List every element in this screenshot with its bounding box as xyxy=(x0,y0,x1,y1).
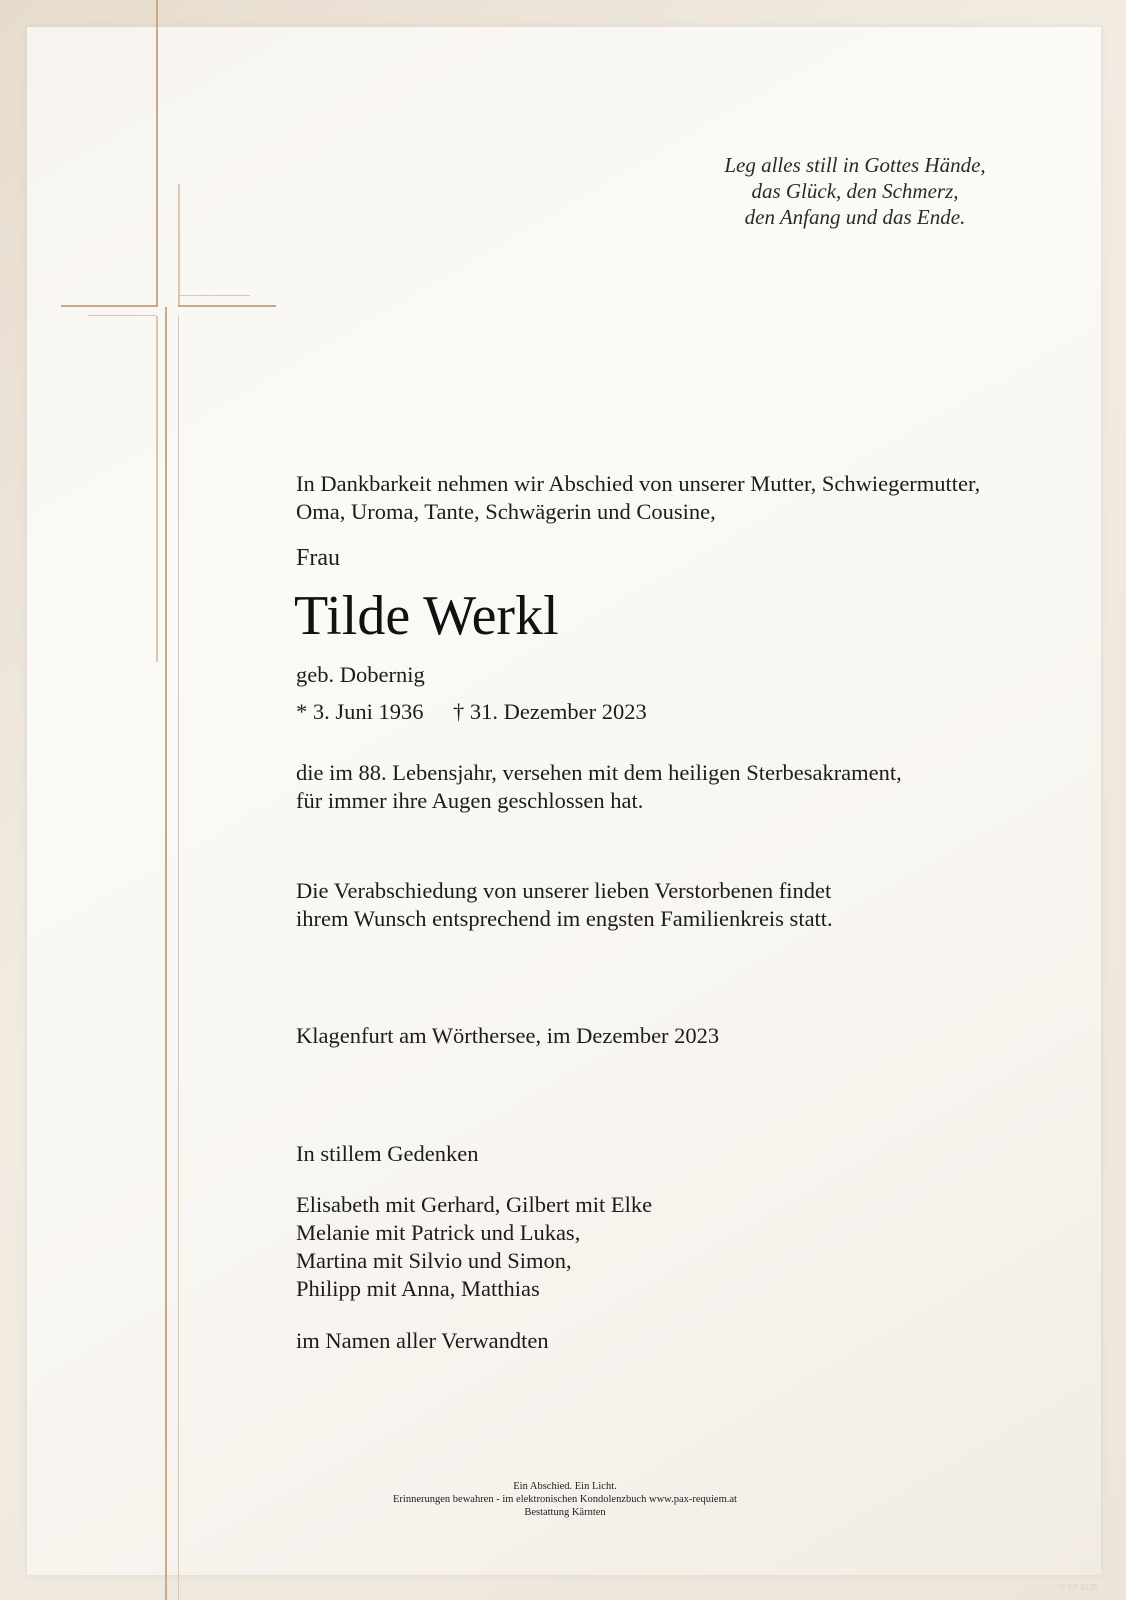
intro-line: In Dankbarkeit nehmen wir Abschied von unserer Mutter, Schwiegermutter, xyxy=(296,471,981,496)
birth-date: * 3. Juni 1936 xyxy=(296,699,424,724)
poem-line: das Glück, den Schmerz, xyxy=(751,179,959,203)
intro-line: Oma, Uroma, Tante, Schwägerin und Cousine, xyxy=(296,499,716,524)
poem-line: Leg alles still in Gottes Hände, xyxy=(724,153,986,177)
deceased-name: Tilde Werkl xyxy=(294,585,559,647)
death-date: † 31. Dezember 2023 xyxy=(453,699,647,724)
poem-line: den Anfang und das Ende. xyxy=(744,205,966,229)
mourners-closing: im Namen aller Verwandten xyxy=(296,1328,549,1353)
farewell-line: Die Verabschiedung von unserer lieben Verstorbenen findet xyxy=(296,878,832,903)
mourner-line: Philipp mit Anna, Matthias xyxy=(296,1276,540,1301)
passing-line: für immer ihre Augen geschlossen hat. xyxy=(296,788,644,813)
footer-line: Ein Abschied. Ein Licht. xyxy=(513,1481,617,1492)
passing-line: die im 88. Lebensjahr, versehen mit dem heiligen Sterbesakrament, xyxy=(296,760,902,785)
poem xyxy=(700,152,1010,230)
maiden-name: geb. Dobernig xyxy=(296,662,425,687)
salutation: Frau xyxy=(296,545,340,571)
place-date: Klagenfurt am Wörthersee, im Dezember 2023 xyxy=(296,1023,720,1048)
footer-line: Erinnerungen bewahren - im elektronischen Kondolenzbuch www.pax-requiem.at xyxy=(393,1494,737,1505)
footer-line: Bestattung Kärnten xyxy=(524,1507,606,1518)
mourner-line: Elisabeth mit Gerhard, Gilbert mit Elke xyxy=(296,1192,653,1217)
mourner-line: Martina mit Silvio und Simon, xyxy=(296,1248,572,1273)
footer xyxy=(300,1480,830,1519)
farewell-line: ihrem Wunsch entsprechend im engsten Familienkreis statt. xyxy=(296,906,833,931)
mourner-line: Melanie mit Patrick und Lukas, xyxy=(296,1220,581,1245)
print-code: © EP 9139 xyxy=(1059,1583,1098,1592)
mourners-heading: In stillem Gedenken xyxy=(296,1141,479,1166)
